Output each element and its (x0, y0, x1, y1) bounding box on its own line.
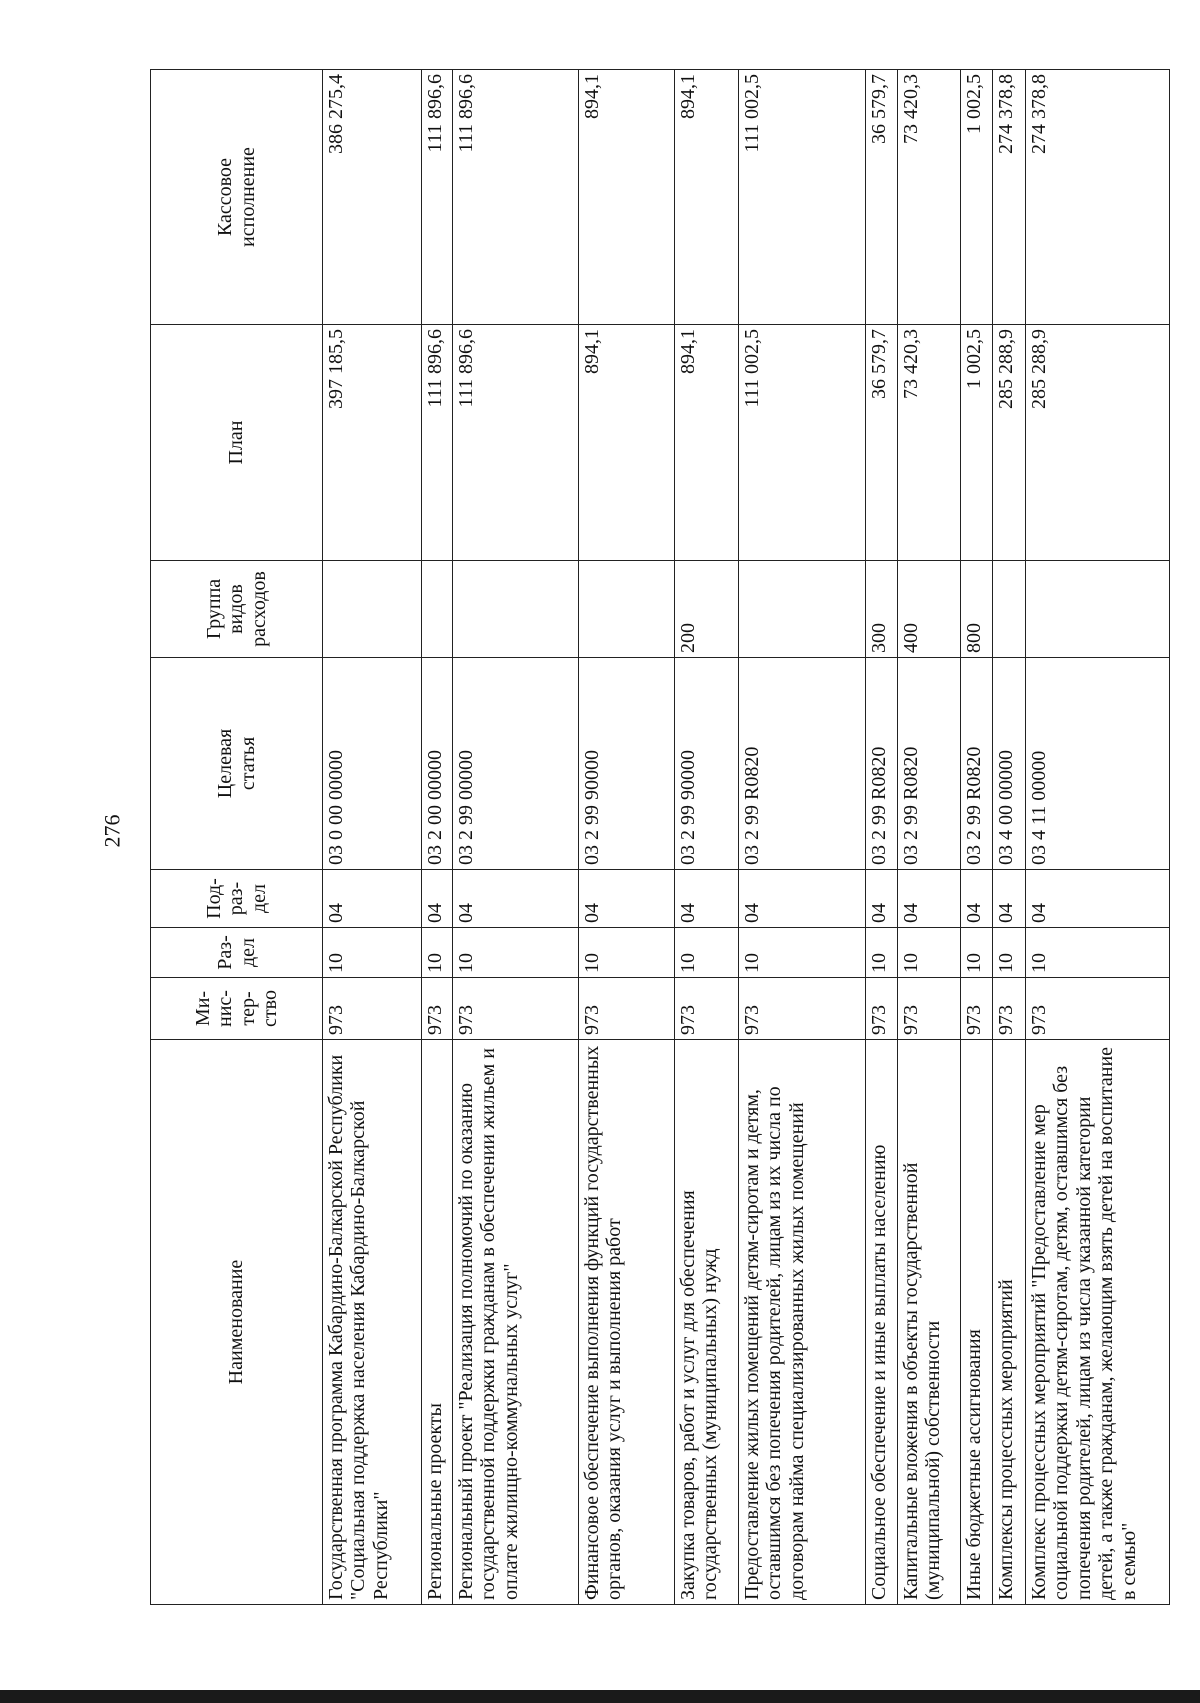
cell-name: Закупка товаров, работ и услуг для обеспечения государственных (муниципальных) нужд (675, 1040, 739, 1605)
budget-table (150, 69, 1170, 1605)
cell-section: 10 (323, 928, 422, 978)
cell-target: 03 4 11 00000 (1026, 658, 1170, 870)
header-group: Группа видов расходов (151, 561, 323, 658)
cell-execution: 111 896,6 (453, 70, 579, 325)
table-row (898, 70, 961, 1605)
cell-name: Иные бюджетные ассигнования (961, 1040, 993, 1605)
rotated-table-wrapper (150, 70, 1140, 1605)
table-row (961, 70, 993, 1605)
cell-execution: 73 420,3 (898, 70, 961, 325)
cell-target: 03 4 00 00000 (993, 658, 1026, 870)
cell-group (422, 561, 453, 658)
cell-target: 03 2 00 00000 (422, 658, 453, 870)
table-row (675, 70, 739, 1605)
cell-ministry: 973 (866, 978, 898, 1040)
cell-section: 10 (675, 928, 739, 978)
cell-group (579, 561, 675, 658)
cell-section: 10 (739, 928, 866, 978)
cell-subsection: 04 (739, 870, 866, 928)
cell-execution: 274 378,8 (993, 70, 1026, 325)
header-section: Раз- дел (151, 928, 323, 978)
cell-subsection: 04 (866, 870, 898, 928)
cell-ministry: 973 (739, 978, 866, 1040)
cell-subsection: 04 (579, 870, 675, 928)
cell-name: Государственная программа Кабардино-Балкарской Республики "Социальная поддержка населения Кабардино-Балкарской Республики" (323, 1040, 422, 1605)
cell-name: Финансовое обеспечение выполнения функций государственных органов, оказания услуг и выполнения работ (579, 1040, 675, 1605)
cell-group (323, 561, 422, 658)
cell-plan: 111 002,5 (739, 325, 866, 561)
table-row (739, 70, 866, 1605)
cell-name: Комплексы процессных мероприятий (993, 1040, 1026, 1605)
header-ministry: Ми- нис- тер- ство (151, 978, 323, 1040)
cell-subsection: 04 (453, 870, 579, 928)
cell-ministry: 973 (453, 978, 579, 1040)
cell-group (1026, 561, 1170, 658)
table-row (453, 70, 579, 1605)
cell-section: 10 (1026, 928, 1170, 978)
cell-target: 03 2 99 00000 (453, 658, 579, 870)
cell-group: 800 (961, 561, 993, 658)
cell-ministry: 973 (675, 978, 739, 1040)
cell-subsection: 04 (323, 870, 422, 928)
cell-section: 10 (422, 928, 453, 978)
cell-name: Капитальные вложения в объекты государственной (муниципальной) собственности (898, 1040, 961, 1605)
cell-group (453, 561, 579, 658)
cell-plan: 397 185,5 (323, 325, 422, 561)
cell-group (993, 561, 1026, 658)
cell-ministry: 973 (323, 978, 422, 1040)
cell-section: 10 (898, 928, 961, 978)
cell-target: 03 0 00 00000 (323, 658, 422, 870)
table-row (579, 70, 675, 1605)
cell-execution: 36 579,7 (866, 70, 898, 325)
cell-ministry: 973 (898, 978, 961, 1040)
cell-execution: 894,1 (579, 70, 675, 325)
cell-subsection: 04 (1026, 870, 1170, 928)
header-execution: Кассовое исполнение (151, 70, 323, 325)
cell-target: 03 2 99 R0820 (961, 658, 993, 870)
table-row (422, 70, 453, 1605)
cell-subsection: 04 (675, 870, 739, 928)
cell-section: 10 (866, 928, 898, 978)
cell-execution: 111 896,6 (422, 70, 453, 325)
cell-name: Предоставление жилых помещений детям-сиротам и детям, оставшимся без попечения родителей, лицам из их числа по договорам найма специализированных жилых помещений (739, 1040, 866, 1605)
table-row (993, 70, 1026, 1605)
cell-plan: 36 579,7 (866, 325, 898, 561)
cell-execution: 111 002,5 (739, 70, 866, 325)
cell-execution: 1 002,5 (961, 70, 993, 325)
cell-ministry: 973 (993, 978, 1026, 1040)
header-target: Целевая статья (151, 658, 323, 870)
cell-ministry: 973 (1026, 978, 1170, 1040)
cell-plan: 1 002,5 (961, 325, 993, 561)
cell-target: 03 2 99 R0820 (739, 658, 866, 870)
cell-group: 400 (898, 561, 961, 658)
cell-section: 10 (961, 928, 993, 978)
table-row (866, 70, 898, 1605)
cell-plan: 285 288,9 (993, 325, 1026, 561)
cell-plan: 894,1 (675, 325, 739, 561)
header-name: Наименование (151, 1040, 323, 1605)
cell-execution: 386 275,4 (323, 70, 422, 325)
table-header-row (151, 70, 323, 1605)
cell-name: Региональные проекты (422, 1040, 453, 1605)
cell-subsection: 04 (993, 870, 1026, 928)
table-row (323, 70, 422, 1605)
cell-ministry: 973 (422, 978, 453, 1040)
cell-plan: 73 420,3 (898, 325, 961, 561)
cell-target: 03 2 99 90000 (675, 658, 739, 870)
cell-target: 03 2 99 90000 (579, 658, 675, 870)
header-subsection: Под- раз- дел (151, 870, 323, 928)
page-number: 276 (99, 814, 125, 848)
cell-name: Региональный проект "Реализация полномочий по оказанию государственной поддержки гражданам в обеспечении жильем и оплате жилищно-коммунальных услуг" (453, 1040, 579, 1605)
cell-target: 03 2 99 R0820 (866, 658, 898, 870)
cell-target: 03 2 99 R0820 (898, 658, 961, 870)
cell-subsection: 04 (961, 870, 993, 928)
cell-ministry: 973 (961, 978, 993, 1040)
cell-plan: 111 896,6 (422, 325, 453, 561)
cell-section: 10 (993, 928, 1026, 978)
cell-plan: 111 896,6 (453, 325, 579, 561)
table-row (1026, 70, 1170, 1605)
cell-execution: 274 378,8 (1026, 70, 1170, 325)
cell-subsection: 04 (898, 870, 961, 928)
cell-subsection: 04 (422, 870, 453, 928)
cell-execution: 894,1 (675, 70, 739, 325)
header-plan: План (151, 325, 323, 561)
scan-edge-bar (0, 1690, 1200, 1703)
cell-group (739, 561, 866, 658)
cell-name: Социальное обеспечение и иные выплаты населению (866, 1040, 898, 1605)
cell-plan: 285 288,9 (1026, 325, 1170, 561)
cell-ministry: 973 (579, 978, 675, 1040)
cell-plan: 894,1 (579, 325, 675, 561)
cell-name: Комплекс процессных мероприятий "Предоставление мер социальной поддержки детям-сиротам, детям, оставшимся без попечения родителей, лицам из числа указанной категории детей, а также гражданам, желающим взять детей на воспитание в семью" (1026, 1040, 1170, 1605)
cell-group: 200 (675, 561, 739, 658)
cell-section: 10 (579, 928, 675, 978)
cell-group: 300 (866, 561, 898, 658)
cell-section: 10 (453, 928, 579, 978)
